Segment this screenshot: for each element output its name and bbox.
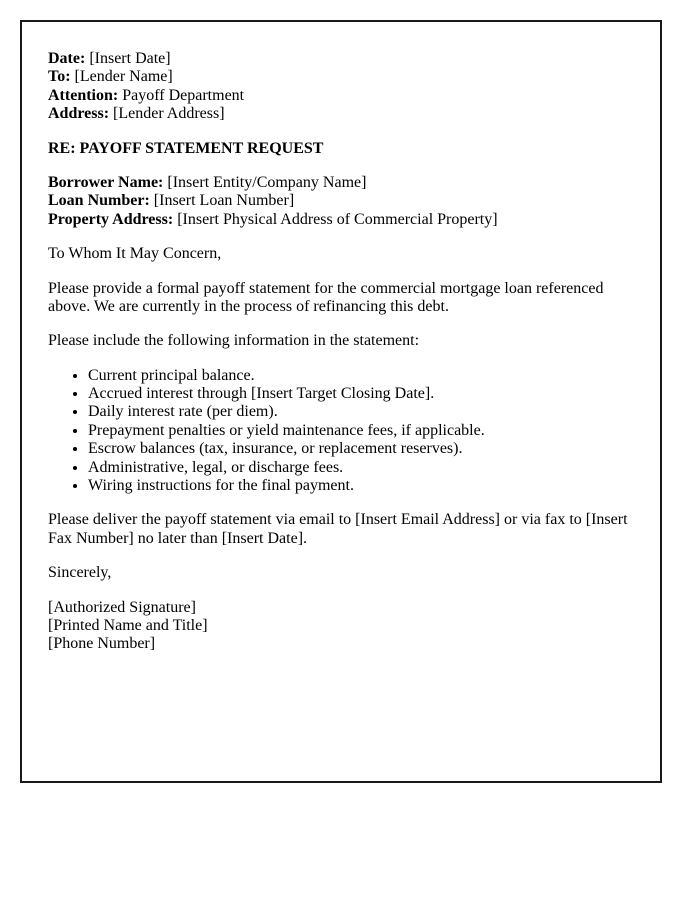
- loan-number-line: [48, 192, 634, 210]
- signature-line-name-title: [Printed Name and Title]: [48, 616, 208, 634]
- bullet-item: • Accrued interest through [Insert Target Closing Date].: [88, 385, 634, 403]
- property-address-value: [Insert Physical Address of Commercial Property]: [177, 210, 498, 228]
- address-label: Address:: [48, 105, 110, 123]
- closing: Sincerely,: [48, 564, 112, 582]
- page: [0, 20, 700, 920]
- letter-frame: [20, 20, 662, 783]
- loan-number-value: [Insert Loan Number]: [153, 192, 295, 210]
- date-value: [Insert Date]: [89, 50, 171, 67]
- date-label: Date:: [48, 50, 86, 67]
- loan-info-block: [48, 174, 634, 229]
- subject-line: RE: PAYOFF STATEMENT REQUEST: [48, 139, 324, 157]
- to-line: [48, 68, 634, 86]
- to-label: To:: [48, 68, 71, 86]
- bullet-item: • Current principal balance.: [88, 367, 634, 385]
- recipient-header-block: [48, 50, 634, 124]
- address-line: [48, 105, 634, 123]
- borrower-name-value: [Insert Entity/Company Name]: [167, 173, 367, 191]
- body-paragraph-include: Please include the following information in the statement:: [48, 332, 420, 350]
- property-address-line: [48, 211, 634, 229]
- to-value: [Lender Name]: [74, 68, 173, 86]
- salutation: To Whom It May Concern,: [48, 245, 222, 263]
- attention-line: [48, 87, 634, 105]
- body-paragraph-request: Please provide a formal payoff statement for the commercial mortgage loan referenced above. We are currently in the process of refinancing this debt.: [48, 279, 604, 315]
- delivery-paragraph: Please deliver the payoff statement via email to [Insert Email Address] or via fax to [Insert Fax Number] no later than [Insert Date].: [48, 511, 628, 547]
- signature-block: [48, 599, 634, 654]
- bullet-item: • Daily interest rate (per diem).: [88, 403, 634, 421]
- date-line: [48, 50, 634, 68]
- address-value: [Lender Address]: [113, 105, 225, 123]
- borrower-name-label: Borrower Name:: [48, 173, 164, 191]
- property-address-label: Property Address:: [48, 210, 174, 228]
- bullet-item: • Escrow balances (tax, insurance, or replacement reserves).: [88, 440, 634, 458]
- attention-label: Attention:: [48, 86, 119, 104]
- signature-line-authorized: [Authorized Signature]: [48, 598, 196, 616]
- bullet-item: • Prepayment penalties or yield maintenance fees, if applicable.: [88, 422, 634, 440]
- bullet-item: • Administrative, legal, or discharge fees.: [88, 459, 634, 477]
- bullet-item: • Wiring instructions for the final payment.: [88, 477, 634, 495]
- signature-line-phone: [Phone Number]: [48, 635, 156, 653]
- requested-items-list: [48, 367, 634, 496]
- attention-value: Payoff Department: [122, 86, 245, 104]
- borrower-name-line: [48, 174, 634, 192]
- loan-number-label: Loan Number:: [48, 192, 150, 210]
